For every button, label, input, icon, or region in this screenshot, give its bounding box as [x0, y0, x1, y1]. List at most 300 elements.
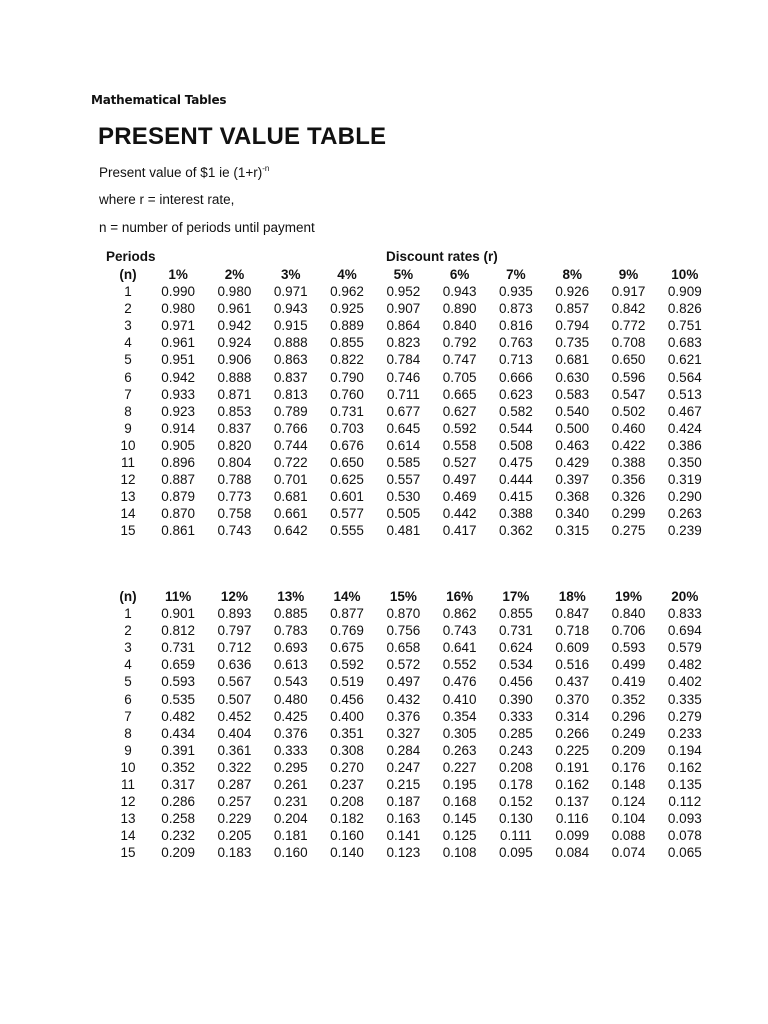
period-cell: 5: [124, 352, 132, 368]
discount-factor-cell: 0.855: [499, 606, 533, 622]
rate-column-header: 5%: [393, 267, 414, 282]
discount-factor-cell: 0.429: [555, 455, 590, 471]
rate-column-header: 12%: [220, 589, 248, 604]
period-cell: 13: [120, 489, 136, 505]
discount-factor-cell: 0.204: [273, 811, 308, 827]
period-column-header: (n): [119, 267, 137, 282]
period-cell: 3: [124, 640, 132, 656]
discount-factor-cell: 0.544: [499, 420, 533, 436]
discount-factor-cell: 0.104: [611, 811, 646, 827]
table-row: [106, 827, 713, 844]
discount-factor-cell: 0.513: [667, 386, 702, 402]
discount-factor-cell: 0.084: [555, 845, 590, 861]
rate-column-header: 10%: [671, 267, 699, 282]
discount-factor-cell: 0.909: [667, 284, 702, 300]
discount-factor-cell: 0.593: [611, 640, 646, 656]
discount-factor-cell: 0.585: [386, 455, 421, 471]
discount-factor-cell: 0.923: [161, 403, 196, 419]
discount-factor-cell: 0.676: [330, 437, 364, 453]
discount-factor-cell: 0.630: [555, 369, 590, 385]
discount-factor-cell: 0.833: [667, 606, 702, 622]
discount-factor-cell: 0.315: [555, 523, 590, 539]
discount-factor-cell: 0.400: [330, 708, 364, 724]
discount-factor-cell: 0.766: [273, 420, 308, 436]
discount-factor-cell: 0.743: [217, 523, 252, 539]
discount-factor-cell: 0.888: [273, 335, 308, 351]
period-cell: 14: [120, 828, 136, 844]
discount-factor-cell: 0.295: [273, 759, 308, 775]
discount-factor-cell: 0.853: [217, 403, 252, 419]
table-row: [106, 673, 713, 690]
period-cell: 10: [120, 437, 136, 453]
discount-factor-cell: 0.456: [330, 691, 364, 707]
discount-factor-cell: 0.625: [330, 472, 364, 488]
rate-column-header: 9%: [618, 267, 639, 282]
table-row: [106, 454, 713, 471]
discount-factor-cell: 0.579: [667, 640, 702, 656]
discount-factor-cell: 0.247: [386, 759, 421, 775]
discount-factor-cell: 0.535: [161, 691, 196, 707]
discount-factor-cell: 0.469: [442, 489, 477, 505]
discount-factor-cell: 0.422: [611, 437, 646, 453]
discount-factor-cell: 0.137: [555, 794, 590, 810]
table-row: [106, 283, 713, 300]
discount-factor-cell: 0.731: [499, 623, 533, 639]
discount-factor-cell: 0.187: [386, 794, 421, 810]
discount-factor-cell: 0.756: [386, 623, 421, 639]
discount-factor-cell: 0.141: [386, 828, 421, 844]
discount-factor-cell: 0.870: [161, 506, 196, 522]
present-value-table-1: [106, 266, 713, 540]
table-row: [106, 351, 713, 368]
discount-factor-cell: 0.870: [386, 606, 421, 622]
discount-factor-cell: 0.905: [161, 437, 196, 453]
discount-factor-cell: 0.694: [667, 623, 702, 639]
table-row: [106, 420, 713, 437]
discount-factor-cell: 0.527: [442, 455, 477, 471]
discount-factor-cell: 0.352: [611, 691, 646, 707]
discount-factor-cell: 0.794: [555, 318, 590, 334]
intro-formula-line: [99, 164, 269, 180]
discount-factor-cell: 0.924: [217, 335, 252, 351]
discount-factor-cell: 0.299: [611, 506, 646, 522]
discount-factor-cell: 0.208: [330, 794, 364, 810]
discount-factor-cell: 0.314: [555, 708, 590, 724]
discount-factor-cell: 0.160: [273, 845, 308, 861]
discount-factor-cell: 0.746: [386, 369, 421, 385]
discount-factor-cell: 0.386: [667, 437, 702, 453]
discount-factor-cell: 0.650: [330, 455, 364, 471]
rate-column-header: 11%: [165, 589, 192, 604]
discount-factor-cell: 0.885: [273, 606, 308, 622]
table-row: [106, 300, 713, 317]
period-cell: 4: [124, 335, 132, 351]
discount-factor-cell: 0.275: [611, 523, 646, 539]
discount-factor-cell: 0.942: [161, 369, 196, 385]
discount-factor-cell: 0.519: [330, 674, 364, 690]
discount-factor-cell: 0.773: [217, 489, 252, 505]
discount-factor-cell: 0.402: [667, 674, 702, 690]
discount-factor-cell: 0.191: [555, 759, 590, 775]
discount-factor-cell: 0.340: [555, 506, 590, 522]
discount-factor-cell: 0.906: [217, 352, 252, 368]
discount-factor-cell: 0.093: [667, 811, 702, 827]
period-cell: 1: [124, 606, 132, 622]
discount-factor-cell: 0.434: [161, 725, 196, 741]
discount-factor-cell: 0.507: [217, 691, 252, 707]
discount-factor-cell: 0.237: [330, 777, 364, 793]
discount-factor-cell: 0.225: [555, 742, 590, 758]
discount-factor-cell: 0.942: [217, 318, 252, 334]
discount-factor-cell: 0.722: [273, 455, 308, 471]
discount-factor-cell: 0.239: [667, 523, 702, 539]
discount-factor-cell: 0.356: [611, 472, 646, 488]
rate-column-header: 17%: [502, 589, 530, 604]
discount-factor-cell: 0.784: [386, 352, 421, 368]
discount-factor-cell: 0.840: [611, 606, 646, 622]
discount-factor-cell: 0.621: [667, 352, 702, 368]
discount-factor-cell: 0.270: [330, 759, 364, 775]
table-row: [106, 522, 713, 539]
discount-factor-cell: 0.592: [330, 657, 364, 673]
discount-factor-cell: 0.078: [667, 828, 702, 844]
discount-factor-cell: 0.182: [330, 811, 364, 827]
discount-factor-cell: 0.258: [161, 811, 196, 827]
discount-factor-cell: 0.555: [330, 523, 364, 539]
discount-factor-cell: 0.783: [273, 623, 308, 639]
discount-factor-cell: 0.744: [273, 437, 308, 453]
discount-factor-cell: 0.376: [386, 708, 421, 724]
discount-factor-cell: 0.592: [442, 420, 477, 436]
rate-column-header: 13%: [277, 589, 305, 604]
discount-factor-cell: 0.711: [386, 386, 420, 402]
page-title: PRESENT VALUE TABLE: [98, 123, 387, 150]
table-row: [106, 437, 713, 454]
discount-factor-cell: 0.540: [555, 403, 590, 419]
discount-factor-cell: 0.601: [330, 489, 364, 505]
discount-factor-cell: 0.855: [330, 335, 364, 351]
discount-factor-cell: 0.962: [330, 284, 364, 300]
rate-column-header: 6%: [449, 267, 470, 282]
period-cell: 7: [124, 386, 132, 402]
discount-rates-label: Discount rates (r): [386, 249, 498, 264]
page-header: Mathematical Tables: [91, 93, 227, 107]
table-row: [106, 369, 713, 386]
discount-factor-cell: 0.261: [273, 777, 308, 793]
discount-factor-cell: 0.567: [217, 674, 252, 690]
discount-factor-cell: 0.397: [555, 472, 590, 488]
period-cell: 12: [120, 794, 136, 810]
discount-factor-cell: 0.822: [330, 352, 364, 368]
rate-column-header: 19%: [615, 589, 643, 604]
discount-factor-cell: 0.558: [442, 437, 477, 453]
discount-factor-cell: 0.659: [161, 657, 196, 673]
table-row: [106, 622, 713, 639]
table-row: [106, 691, 713, 708]
discount-factor-cell: 0.645: [386, 420, 421, 436]
discount-factor-cell: 0.452: [217, 708, 252, 724]
discount-factor-cell: 0.499: [611, 657, 646, 673]
discount-factor-cell: 0.231: [273, 794, 308, 810]
discount-factor-cell: 0.482: [667, 657, 702, 673]
discount-factor-cell: 0.263: [667, 506, 702, 522]
table-row: [106, 605, 713, 622]
discount-factor-cell: 0.917: [611, 284, 646, 300]
table-row: [106, 471, 713, 488]
discount-factor-cell: 0.437: [555, 674, 590, 690]
table-row: [106, 334, 713, 351]
discount-factor-cell: 0.926: [555, 284, 590, 300]
discount-factor-cell: 0.350: [667, 455, 702, 471]
discount-factor-cell: 0.889: [330, 318, 364, 334]
discount-factor-cell: 0.877: [330, 606, 364, 622]
period-cell: 11: [120, 455, 135, 471]
table-row: [106, 639, 713, 656]
discount-factor-cell: 0.871: [217, 386, 252, 402]
discount-factor-cell: 0.266: [555, 725, 590, 741]
discount-factor-cell: 0.593: [161, 674, 196, 690]
discount-factor-cell: 0.111: [500, 828, 532, 844]
discount-factor-cell: 0.152: [499, 794, 533, 810]
table-row: [106, 725, 713, 742]
discount-factor-cell: 0.636: [217, 657, 252, 673]
discount-factor-cell: 0.914: [161, 420, 196, 436]
discount-factor-cell: 0.497: [386, 674, 421, 690]
discount-factor-cell: 0.317: [161, 777, 196, 793]
period-cell: 13: [120, 811, 136, 827]
discount-factor-cell: 0.290: [667, 489, 702, 505]
discount-factor-cell: 0.284: [386, 742, 421, 758]
discount-factor-cell: 0.145: [442, 811, 477, 827]
discount-factor-cell: 0.681: [273, 489, 308, 505]
formula-exponent: -n: [262, 164, 270, 173]
table-row: [106, 742, 713, 759]
discount-factor-cell: 0.623: [499, 386, 533, 402]
discount-factor-cell: 0.705: [442, 369, 477, 385]
discount-factor-cell: 0.463: [555, 437, 590, 453]
discount-factor-cell: 0.961: [217, 301, 252, 317]
rate-column-header: 16%: [446, 589, 474, 604]
discount-factor-cell: 0.404: [217, 725, 252, 741]
period-cell: 3: [124, 318, 132, 334]
formula-text: Present value of $1 ie (1+r): [99, 165, 263, 180]
discount-factor-cell: 0.943: [442, 284, 477, 300]
period-cell: 11: [120, 777, 135, 793]
discount-factor-cell: 0.335: [667, 691, 702, 707]
discount-factor-cell: 0.181: [273, 828, 308, 844]
discount-factor-cell: 0.476: [442, 674, 477, 690]
period-cell: 2: [124, 301, 132, 317]
discount-factor-cell: 0.388: [499, 506, 533, 522]
discount-factor-cell: 0.971: [273, 284, 308, 300]
discount-factor-cell: 0.296: [611, 708, 646, 724]
discount-factor-cell: 0.543: [273, 674, 308, 690]
discount-factor-cell: 0.675: [330, 640, 364, 656]
discount-factor-cell: 0.743: [442, 623, 477, 639]
discount-factor-cell: 0.896: [161, 455, 196, 471]
discount-factor-cell: 0.263: [442, 742, 477, 758]
discount-factor-cell: 0.162: [667, 759, 702, 775]
discount-factor-cell: 0.257: [217, 794, 252, 810]
discount-factor-cell: 0.641: [442, 640, 477, 656]
discount-factor-cell: 0.820: [217, 437, 252, 453]
discount-factor-cell: 0.951: [161, 352, 196, 368]
discount-factor-cell: 0.460: [611, 420, 646, 436]
discount-factor-cell: 0.286: [161, 794, 196, 810]
discount-factor-cell: 0.971: [161, 318, 196, 334]
period-cell: 4: [124, 657, 132, 673]
discount-factor-cell: 0.482: [161, 708, 196, 724]
discount-factor-cell: 0.935: [499, 284, 533, 300]
discount-factor-cell: 0.417: [442, 523, 477, 539]
discount-factor-cell: 0.888: [217, 369, 252, 385]
intro-periods-definition: n = number of periods until payment: [99, 220, 315, 235]
discount-factor-cell: 0.376: [273, 725, 308, 741]
discount-factor-cell: 0.308: [330, 742, 364, 758]
rate-column-header: 18%: [558, 589, 586, 604]
discount-factor-cell: 0.758: [217, 506, 252, 522]
discount-factor-cell: 0.352: [161, 759, 196, 775]
discount-factor-cell: 0.907: [386, 301, 421, 317]
discount-factor-cell: 0.124: [611, 794, 646, 810]
discount-factor-cell: 0.327: [386, 725, 421, 741]
discount-factor-cell: 0.681: [555, 352, 590, 368]
rate-column-header: 7%: [506, 267, 526, 282]
discount-factor-cell: 0.701: [273, 472, 308, 488]
discount-factor-cell: 0.208: [499, 759, 533, 775]
discount-factor-cell: 0.160: [330, 828, 364, 844]
discount-factor-cell: 0.564: [667, 369, 702, 385]
discount-factor-cell: 0.215: [386, 777, 421, 793]
discount-factor-cell: 0.552: [442, 657, 477, 673]
discount-factor-cell: 0.123: [386, 845, 421, 861]
discount-factor-cell: 0.442: [442, 506, 477, 522]
discount-factor-cell: 0.857: [555, 301, 590, 317]
discount-factor-cell: 0.361: [217, 742, 252, 758]
table-row: [106, 505, 713, 522]
discount-factor-cell: 0.837: [217, 420, 252, 436]
discount-factor-cell: 0.390: [499, 691, 533, 707]
discount-factor-cell: 0.609: [555, 640, 590, 656]
discount-factor-cell: 0.088: [611, 828, 646, 844]
table-header-row: [106, 266, 713, 283]
rate-column-header: 20%: [671, 589, 699, 604]
discount-factor-cell: 0.583: [555, 386, 590, 402]
discount-factor-cell: 0.209: [611, 742, 646, 758]
discount-factor-cell: 0.178: [499, 777, 533, 793]
discount-factor-cell: 0.943: [273, 301, 308, 317]
discount-factor-cell: 0.961: [161, 335, 196, 351]
period-cell: 14: [120, 506, 136, 522]
discount-factor-cell: 0.162: [555, 777, 590, 793]
discount-factor-cell: 0.502: [611, 403, 646, 419]
discount-factor-cell: 0.354: [442, 708, 477, 724]
discount-factor-cell: 0.666: [499, 369, 533, 385]
discount-factor-cell: 0.840: [442, 318, 477, 334]
discount-factor-cell: 0.508: [499, 437, 533, 453]
period-cell: 7: [124, 708, 132, 724]
discount-factor-cell: 0.168: [442, 794, 477, 810]
discount-factor-cell: 0.624: [499, 640, 533, 656]
period-cell: 6: [124, 691, 132, 707]
discount-factor-cell: 0.497: [442, 472, 477, 488]
discount-factor-cell: 0.735: [555, 335, 590, 351]
discount-factor-cell: 0.287: [217, 777, 252, 793]
discount-factor-cell: 0.789: [273, 403, 308, 419]
discount-factor-cell: 0.861: [161, 523, 196, 539]
discount-factor-cell: 0.125: [442, 828, 477, 844]
discount-factor-cell: 0.233: [667, 725, 702, 741]
discount-factor-cell: 0.481: [386, 523, 421, 539]
discount-factor-cell: 0.693: [273, 640, 308, 656]
discount-factor-cell: 0.804: [217, 455, 252, 471]
discount-factor-cell: 0.456: [499, 674, 533, 690]
discount-factor-cell: 0.424: [667, 420, 702, 436]
discount-factor-cell: 0.530: [386, 489, 421, 505]
period-cell: 9: [124, 420, 132, 436]
table-header-row: [106, 588, 713, 605]
period-cell: 10: [120, 759, 136, 775]
discount-factor-cell: 0.665: [442, 386, 477, 402]
periods-label: Periods: [106, 249, 156, 264]
discount-factor-cell: 0.209: [161, 845, 196, 861]
discount-factor-cell: 0.410: [442, 691, 477, 707]
discount-factor-cell: 0.572: [386, 657, 421, 673]
discount-factor-cell: 0.480: [273, 691, 308, 707]
discount-factor-cell: 0.074: [611, 845, 646, 861]
table-row: [106, 317, 713, 334]
discount-factor-cell: 0.847: [555, 606, 590, 622]
table-row: [106, 403, 713, 420]
rate-column-header: 3%: [280, 267, 301, 282]
discount-factor-cell: 0.837: [273, 369, 308, 385]
discount-factor-cell: 0.763: [499, 335, 533, 351]
discount-factor-cell: 0.243: [499, 742, 533, 758]
period-cell: 12: [120, 472, 136, 488]
discount-factor-cell: 0.933: [161, 386, 196, 402]
period-cell: 6: [124, 369, 132, 385]
discount-factor-cell: 0.148: [611, 777, 646, 793]
table-row: [106, 759, 713, 776]
discount-factor-cell: 0.229: [217, 811, 252, 827]
discount-factor-cell: 0.862: [442, 606, 477, 622]
discount-factor-cell: 0.990: [161, 284, 196, 300]
discount-factor-cell: 0.305: [442, 725, 477, 741]
discount-factor-cell: 0.893: [217, 606, 252, 622]
period-cell: 2: [124, 623, 132, 639]
intro-rate-definition: where r = interest rate,: [99, 192, 235, 207]
discount-factor-cell: 0.901: [161, 606, 196, 622]
discount-factor-cell: 0.925: [330, 301, 364, 317]
discount-factor-cell: 0.475: [499, 455, 533, 471]
discount-factor-cell: 0.500: [555, 420, 590, 436]
discount-factor-cell: 0.232: [161, 828, 196, 844]
discount-factor-cell: 0.980: [217, 284, 252, 300]
table-row: [106, 776, 713, 793]
period-cell: 15: [120, 845, 136, 861]
discount-factor-cell: 0.195: [442, 777, 477, 793]
discount-factor-cell: 0.415: [499, 489, 533, 505]
discount-factor-cell: 0.135: [667, 777, 702, 793]
discount-factor-cell: 0.813: [273, 386, 308, 402]
discount-factor-cell: 0.751: [667, 318, 702, 334]
discount-factor-cell: 0.582: [499, 403, 533, 419]
discount-factor-cell: 0.467: [667, 403, 702, 419]
present-value-table-2: [106, 588, 713, 862]
discount-factor-cell: 0.826: [667, 301, 702, 317]
discount-factor-cell: 0.788: [217, 472, 252, 488]
discount-factor-cell: 0.099: [555, 828, 590, 844]
